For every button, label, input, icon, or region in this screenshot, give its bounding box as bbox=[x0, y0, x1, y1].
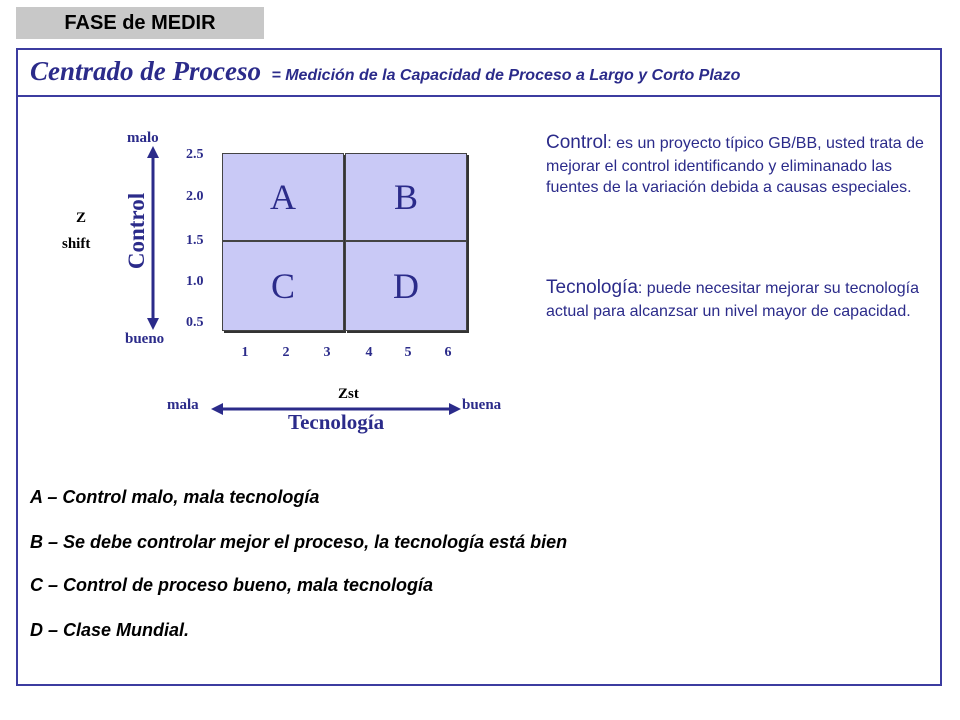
quadrant-b: B bbox=[345, 153, 467, 241]
technology-term: Tecnología bbox=[546, 277, 638, 298]
quadrant-c: C bbox=[222, 241, 344, 331]
legend-item-b: B – Se debe controlar mejor el proceso, la tecnología está bien bbox=[30, 532, 568, 552]
x-tick: 2 bbox=[282, 345, 290, 360]
x-tick: 1 bbox=[241, 345, 249, 360]
x-axis-left-label: mala bbox=[167, 397, 199, 413]
quadrant-a: A bbox=[222, 153, 344, 241]
y-tick: 0.5 bbox=[186, 315, 204, 330]
y-tick: 2.5 bbox=[186, 147, 204, 162]
x-tick: 4 bbox=[365, 345, 373, 360]
technology-text: : puede necesitar mejorar su tecnología actual para alcanzsar un nivel mayor de capacidad. bbox=[546, 280, 919, 320]
y-axis-top-label: malo bbox=[127, 130, 159, 146]
x-tick: 3 bbox=[323, 345, 331, 360]
title-divider bbox=[16, 95, 942, 97]
x-axis-title: Tecnología bbox=[288, 410, 385, 434]
x-tick: 5 bbox=[404, 345, 412, 360]
technology-description bbox=[546, 275, 926, 322]
x-tick: 6 bbox=[444, 345, 452, 360]
control-description bbox=[546, 130, 926, 199]
y-axis-title: Control bbox=[124, 192, 149, 270]
control-text: : es un proyecto típico GB/BB, usted trata de mejorar el control identificando y eliminanado las fuentes de la variación debida a causas especiales. bbox=[546, 135, 924, 197]
y-axis-arrow bbox=[146, 146, 160, 330]
legend-item-a: A – Control malo, mala tecnología bbox=[30, 487, 320, 507]
x-axis-right-label: buena bbox=[462, 397, 502, 413]
legend-item-c: C – Control de proceso bueno, mala tecnología bbox=[30, 575, 434, 595]
y-tick: 2.0 bbox=[186, 189, 204, 204]
phase-tab: FASE de MEDIR bbox=[16, 7, 264, 39]
legend-item-d: D – Clase Mundial. bbox=[30, 620, 190, 640]
y-tick: 1.5 bbox=[186, 233, 204, 248]
control-term: Control bbox=[546, 132, 608, 153]
title-main: Centrado de Proceso bbox=[30, 56, 261, 86]
quadrant-d: D bbox=[345, 241, 467, 331]
y-axis-bottom-label: bueno bbox=[125, 331, 165, 347]
shift-label: shift bbox=[62, 236, 91, 252]
z-label: Z bbox=[76, 210, 87, 226]
title-subtitle: = Medición de la Capacidad de Proceso a Largo y Corto Plazo bbox=[271, 67, 741, 84]
y-tick: 1.0 bbox=[186, 274, 204, 289]
zst-label: Zst bbox=[338, 386, 359, 402]
slide-title bbox=[30, 56, 740, 87]
